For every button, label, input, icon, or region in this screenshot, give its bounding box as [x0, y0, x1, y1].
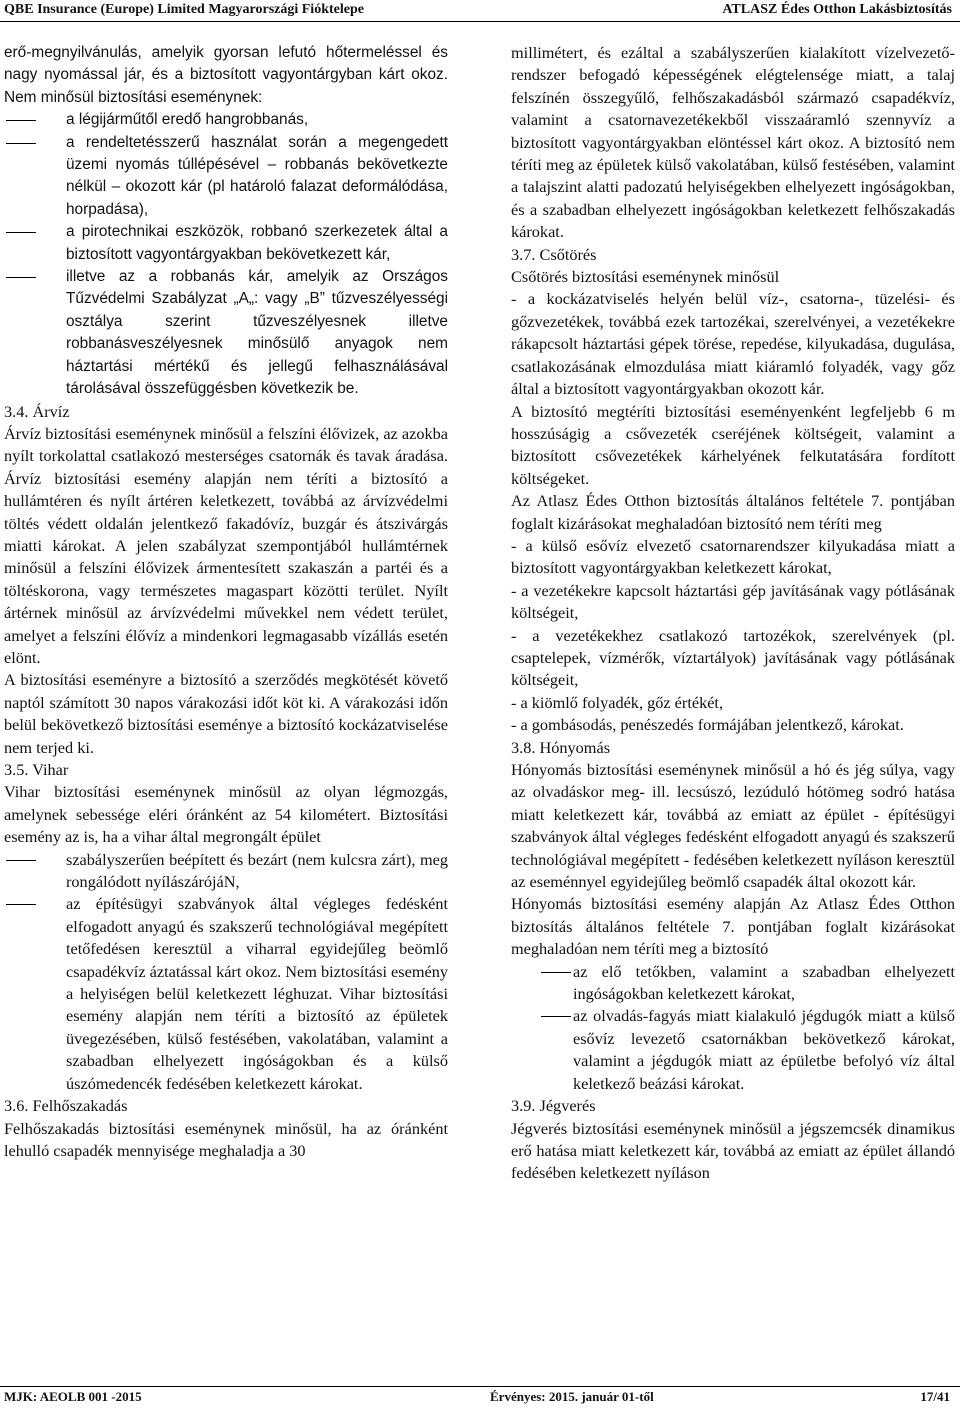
paragraph: Árvíz biztosítási eseménynek minősül a felszíni élővizek, az azokba nyílt torkolattal csatlakozó mesterséges csatornák és tavak áradása. Árvíz biztosítási esemény alapján nem téríti a biztosító a hullámtéren és nyílt ártéren keletkezett, továbbá az árvízvédelmi töltés védett oldalán jelentkező fakadóvíz, buzgár és átszivárgás miatti károkat. A jelen szabályzat szempontjából hullámtérnek minősül a felszíni élővizek ármentesített szakaszán a partéi és a töltéskorona, vagy természetes magaspart közötti terület. Nyílt ártérnek minősül az árvízvédelmi művekkel nem védett terület, amelyet a felszíni élővíz a mindenkori legmagasabb vízállás esetén elönt. — [4, 423, 448, 667]
paragraph: - a kockázatviselés helyén belül víz-, csatorna-, tüzelési- és gőzvezetékek, továbbá ezek tartozékai, szerelvényei, a vezetékekre rákapcsolt háztartási gépek törése, repedése, kilyukadása, dugulása, csatlakozásának elmozdulása miatt kiáramló folyadék, vagy gőz által a biztosított vagyontárgyakban okozott kár. — [511, 289, 955, 399]
header-company: QBE Insurance (Europe) Limited Magyarországi Fióktelepe — [4, 2, 364, 17]
paragraph: 3.7. Csőtörés — [511, 244, 597, 264]
right-column — [511, 42, 955, 1185]
page-header — [0, 0, 960, 22]
paragraph: erő-megnyilvánulás, amelyik gyorsan lefutó hőtermeléssel és nagy nyomással jár, és a biztosított vagyontárgyban kárt okoz. Nem minősül biztosítási eseménynek: — [4, 44, 448, 106]
footer-rule — [0, 1386, 960, 1387]
list-item — [4, 132, 448, 222]
list-item — [4, 109, 448, 131]
header-product: ATLASZ Édes Otthon Lakásbiztosítás — [722, 2, 952, 17]
paragraph: Csőtörés biztosítási eseménynek minősül — [511, 267, 780, 287]
paragraph: - a vezetékekhez csatlakozó tartozékok, szerelvények (pl. csaptelepek, vízmérők, víztartályok) javításának vagy pótlásának költségeit, — [511, 625, 955, 690]
paragraph: 3.9. Jégverés — [511, 1096, 596, 1116]
list-item — [4, 221, 448, 266]
paragraph: Vihar biztosítási eseménynek minősül az olyan légmozgás, amelynek sebessége eléri óránként az 54 kilométert. Biztosítási esemény az is, ha a vihar által megrongált épület — [4, 782, 448, 847]
paragraph: millimétert, és ezáltal a szabályszerűen kialakított vízelvezető-rendszer befogadó képességének elégtelensége miatt, a talaj felszínén összegyűlő, felhőszakadásból származó csapadékvíz, valamint a csatornavezetékekből visszaáramló szennyvíz a biztosított vagyontárgyakban elöntéssel kárt okoz. A biztosító nem téríti meg az épületek külső vakolatában, külső festésében, valamint a talajszint alatti padozatú helyiségekben elhelyezett ingóságokban, és a szabadban elhelyezett ingóságokban keletkezett felhőszakadás károkat. — [511, 43, 955, 242]
list-item — [511, 1005, 955, 1095]
paragraph: 3.4. Árvíz — [4, 401, 70, 421]
paragraph: - a külső esővíz elvezető csatornarendszer kilyukadása miatt a biztosított vagyontárgyakban keletkezett károkat, — [511, 535, 955, 578]
footer-doc-code: MJK: AEOLB 001 -2015 — [4, 1389, 142, 1404]
paragraph: - a kiömlő folyadék, gőz értékét, — [511, 692, 724, 712]
paragraph: A biztosítási eseményre a biztosító a szerződés megkötését követő naptól számított 30 napos várakozási időt köt ki. A várakozási időn belül bekövetkező biztosítási eseménye a biztosító kockázatviselése nem terjed ki. — [4, 670, 448, 757]
list-item-text: az olvadás-fagyás miatt kialakuló jégdugók miatt a külső esővíz levezető csatornákban bekövetkező károkat, valamint a jégdugók miatt az épületbe befolyó víz által keletkező beázási károkat. — [573, 1006, 955, 1093]
page-footer — [0, 1386, 960, 1408]
list-item-text: szabályszerűen beépített és bezárt (nem kulcsra zárt), meg rongálódott nyílászárójáN, — [66, 849, 448, 892]
list-item — [4, 893, 448, 1095]
paragraph: A biztosító megtéríti biztosítási eseményenként legfeljebb 6 m hosszúságig a csővezeték cseréjének költségeit, valamint a biztosított csővezetékek kárhelyének felkutatására fordított költségeket. — [511, 401, 955, 488]
header-rule — [0, 21, 960, 22]
list-item — [511, 961, 955, 1006]
list-item-text: a rendeltetésszerű használat során a megengedett üzemi nyomás túllépésével – robbanás bekövetkezte nélkül – okozott kár (pl határoló falazat deformálódása, horpadása), — [66, 133, 448, 218]
paragraph: 3.6. Felhőszakadás — [4, 1096, 128, 1116]
footer-valid-from: Érvényes: 2015. január 01-től — [490, 1389, 654, 1404]
list-item — [4, 849, 448, 894]
list-item — [4, 266, 448, 400]
footer-page-number: 17/41 — [920, 1389, 950, 1404]
paragraph: 3.8. Hónyomás — [511, 737, 611, 757]
list-item-text: a pirotechnikai eszközök, robbanó szerkezetek által a biztosított vagyontárgyakban bekövetkezett kár, — [66, 223, 448, 263]
paragraph: Az Atlasz Édes Otthon biztosítás általános feltétele 7. pontjában foglalt kizárásokat meghaladóan biztosító nem téríti meg — [511, 491, 955, 533]
paragraph: Hónyomás biztosítási eseménynek minősül a hó és jég súlya, vagy az olvadáskor meg- ill. lecsúszó, lezúduló hótömeg sodró hatása miatt keletkezett kár, továbbá az emiatt az épület - építésügyi szabványok által végleges fedésként elfogadott anyagú és szakszerű technológiával megépített - fedésében keletkezett nyíláson keresztül az eseménnyel egyidejűleg beömlő csapadék által okozott kár. — [511, 760, 955, 892]
paragraph: - a vezetékekre kapcsolt háztartási gép javításának vagy pótlásának költségeit, — [511, 580, 955, 623]
paragraph: - a gombásodás, penészedés formájában jelentkező, károkat. — [511, 715, 904, 735]
paragraph: Hónyomás biztosítási esemény alapján Az Atlasz Édes Otthon biztosítás általános feltétele 7. pontjában foglalt kizárásokat meghaladóan nem téríti meg a biztosító — [511, 894, 955, 959]
paragraph: Jégverés biztosítási eseménynek minősül a jégszemcsék dinamikus erő hatása miatt keletkezett kár, továbbá az emiatt az épület állandó fedésében keletkezett nyíláson — [511, 1118, 955, 1183]
paragraph: 3.5. Vihar — [4, 760, 69, 779]
list-item-text: az építésügyi szabványok által végleges fedésként elfogadott anyagú és szakszerű technológiával megépített tetőfedésen keresztül a viharral egyidejűleg beömlő csapadékvíz áztatással kárt okoz. Nem biztosítási esemény a helyiségen belül keletkezett léghuzat. Vihar biztosítási esemény alapján nem téríti a biztosító az épületek üvegezésében, külső festésében, vakolatában, valamint a szabadban elhelyezett ingóságokban és a külső úszómedencék fedésében keletkezett károkat. — [66, 894, 449, 1093]
list-item-text: az elő tetőkben, valamint a szabadban elhelyezett ingóságokban keletkezett károkat, — [573, 961, 955, 1004]
left-column — [4, 42, 448, 1162]
list-item-text: illetve az a robbanás kár, amelyik az Országos Tűzvédelmi Szabályzat „A„: vagy „B” tűzveszélyességi osztálya szerint tűzveszélyesnek illetve robbanásveszélyesnek minősülő anyagok nem háztartási mértékű és jellegű felhasználásával tárolásával összefüggésben következik be. — [66, 268, 448, 398]
paragraph: Felhőszakadás biztosítási eseménynek minősül, ha az óránként lehulló csapadék mennyisége meghaladja a 30 — [4, 1118, 448, 1160]
list-item-text: a légijárműtől eredő hangrobbanás, — [66, 111, 309, 129]
